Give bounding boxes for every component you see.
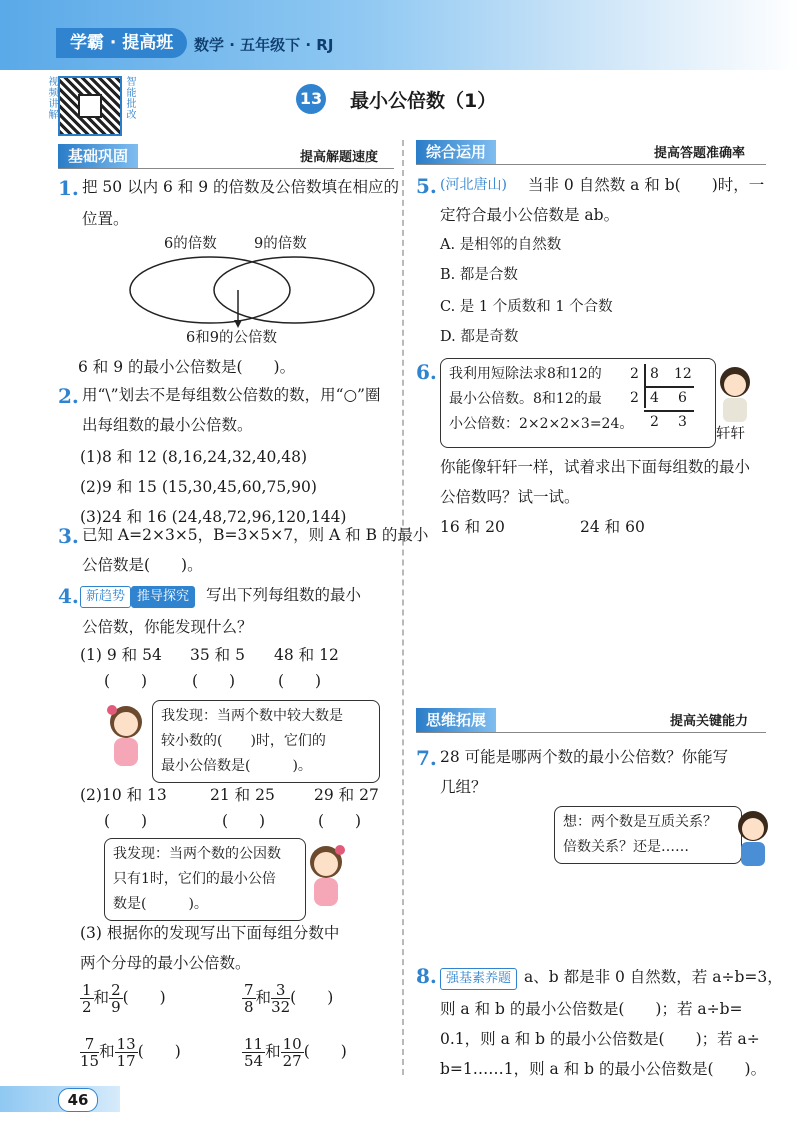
div-d2: 2 xyxy=(630,390,639,406)
q4-row1-c: 48 和 12 xyxy=(274,646,339,664)
venn-label-6: 6的倍数 xyxy=(164,236,217,252)
fraction-pair-4 xyxy=(242,1036,347,1069)
q4-row1-b: 35 和 5 xyxy=(190,646,245,664)
frac4-blank[interactable]: ( ) xyxy=(303,1042,347,1061)
q4-row2-blank-b[interactable]: ( ) xyxy=(222,812,266,830)
frac1-b-den: 9 xyxy=(111,998,121,1016)
section-basic-title: 基础巩固 xyxy=(58,144,138,168)
fraction-pair-1 xyxy=(80,982,166,1015)
question-1-answer[interactable]: 6 和 9 的最小公倍数是( )。 xyxy=(78,358,296,376)
q4-part3-line2: 两个分母的最小公倍数。 xyxy=(80,954,251,972)
frac4-b-den: 27 xyxy=(282,1052,302,1070)
tag-new-trend: 新趋势 xyxy=(80,586,131,608)
question-2-line2: 出每组数的最小公倍数。 xyxy=(82,416,253,434)
bubble2-line2: 只有1时，它们的最小公倍 xyxy=(113,871,276,887)
bubble1-line3[interactable]: 最小公倍数是( )。 xyxy=(161,758,312,774)
frac4-a-num: 11 xyxy=(244,1035,264,1053)
character-name: 轩轩 xyxy=(716,426,745,442)
question-2-line1: 用“\”划去不是每组数公倍数的数，用“○”圈 xyxy=(82,386,381,404)
question-4-line1: 写出下列每组数的最小 xyxy=(206,586,362,604)
question-2-number: 2. xyxy=(58,384,79,408)
section-extend-rule xyxy=(416,732,766,733)
bubble1-line1: 我发现：当两个数中较大数是 xyxy=(161,708,343,724)
question-2-item-3[interactable]: (3)24 和 16 (24,48,72,96,120,144) xyxy=(80,508,347,526)
q4-bubble-1 xyxy=(152,700,380,783)
section-apply-rule xyxy=(416,164,766,165)
question-6-line2: 公倍数吗？试一试。 xyxy=(440,488,580,506)
subject-label: 数学 · 五年级下 · RJ xyxy=(194,36,334,54)
div-b3: 3 xyxy=(678,414,687,430)
q6-bubble-line2: 最小公倍数。8和12的最 xyxy=(449,391,602,407)
question-6-number: 6. xyxy=(416,360,437,384)
frac2-a-num: 7 xyxy=(244,981,254,999)
question-1-line2: 位置。 xyxy=(82,210,129,228)
div-b1: 12 xyxy=(674,366,692,382)
frac3-a-den: 15 xyxy=(80,1052,100,1070)
frac1-blank[interactable]: ( ) xyxy=(122,988,166,1007)
div-d1: 2 xyxy=(630,366,639,382)
q4-row1-blank-c[interactable]: ( ) xyxy=(278,672,322,690)
section-apply-subtitle: 提高答题准确率 xyxy=(654,146,746,161)
fraction-pair-3 xyxy=(80,1036,181,1069)
frac4-a-den: 54 xyxy=(244,1052,264,1070)
q4-bubble-2 xyxy=(104,838,306,921)
question-2-item-2[interactable]: (2)9 和 15 (15,30,45,60,75,90) xyxy=(80,478,317,496)
section-basic-subtitle: 提高解题速度 xyxy=(300,150,379,165)
frac3-b-den: 17 xyxy=(116,1052,136,1070)
question-3-number: 3. xyxy=(58,524,79,548)
question-2-item-1[interactable]: (1)8 和 12 (8,16,24,32,40,48) xyxy=(80,448,308,466)
question-4-line2: 公倍数，你能发现什么？ xyxy=(82,618,253,636)
q4-row2-blank-a[interactable]: ( ) xyxy=(104,812,148,830)
frac2-blank[interactable]: ( ) xyxy=(290,988,334,1007)
q6-bubble-line1: 我利用短除法求8和12的 xyxy=(449,366,602,382)
venn-diagram[interactable] xyxy=(128,250,378,330)
q7-bubble-line2: 倍数关系？还是…… xyxy=(563,839,689,855)
frac3-blank[interactable]: ( ) xyxy=(137,1042,181,1061)
option-d[interactable]: D. 都是奇数 xyxy=(440,329,519,345)
q7-bubble-line1: 想：两个数是互质关系？ xyxy=(563,814,717,830)
question-7-line1: 28 可能是哪两个数的最小公倍数？你能写 xyxy=(440,748,729,766)
and-2: 和 xyxy=(255,988,272,1007)
option-c[interactable]: C. 是 1 个质数和 1 个合数 xyxy=(440,299,613,315)
brand-label: 学霸 · 提高班 xyxy=(56,28,187,58)
qr-left-label: 视频讲解 xyxy=(46,76,57,120)
question-1-line1: 把 50 以内 6 和 9 的倍数及公倍数填在相应的 xyxy=(82,178,400,196)
q4-row1-a: (1) 9 和 54 xyxy=(80,646,162,664)
question-3-line2[interactable]: 公倍数是( )。 xyxy=(82,556,203,574)
question-5-line1[interactable]: 当非 0 自然数 a 和 b( )时，一 xyxy=(528,176,765,194)
question-3-line1: 已知 A=2×3×5，B=3×5×7，则 A 和 B 的最小 xyxy=(82,526,429,544)
question-8-line2[interactable]: 则 a 和 b 的最小公倍数是( )；若 a÷b= xyxy=(440,1000,743,1018)
frac1-b-num: 2 xyxy=(111,981,121,999)
section-apply-title: 综合运用 xyxy=(416,140,496,164)
boy-avatar-icon-2 xyxy=(730,806,776,868)
section-basic-rule xyxy=(58,168,394,169)
question-6-line1: 你能像轩轩一样，试着求出下面每组数的最小 xyxy=(440,458,751,476)
frac3-b-num: 13 xyxy=(116,1035,136,1053)
bubble2-line1: 我发现：当两个数的公因数 xyxy=(113,846,281,862)
q4-part3-line1: (3) 根据你的发现写出下面每组分数中 xyxy=(80,924,340,942)
fraction-pair-2 xyxy=(242,982,333,1015)
q6-pair-2: 24 和 60 xyxy=(580,518,645,536)
venn-label-common: 6和9的公倍数 xyxy=(186,330,277,346)
lesson-number: 13 xyxy=(296,84,326,114)
tag-derivation: 推导探究 xyxy=(131,586,195,608)
qr-center xyxy=(78,94,102,118)
frac1-a-num: 1 xyxy=(82,981,92,999)
question-8-line1: a、b 都是非 0 自然数，若 a÷b=3， xyxy=(524,968,783,986)
and-4: 和 xyxy=(265,1042,281,1061)
page-number: 46 xyxy=(58,1088,98,1112)
question-5-line2: 定符合最小公倍数是 ab。 xyxy=(440,206,620,224)
question-5-number: 5. xyxy=(416,174,437,198)
girl-avatar-icon xyxy=(100,700,152,770)
q4-row2-a: (2)10 和 13 xyxy=(80,786,167,804)
section-extend-title: 思维拓展 xyxy=(416,708,496,732)
frac4-b-num: 10 xyxy=(282,1035,302,1053)
question-7-line2: 几组？ xyxy=(440,778,487,796)
q4-row2-blank-c[interactable]: ( ) xyxy=(318,812,362,830)
div-a1: 8 xyxy=(650,366,659,382)
and-3: 和 xyxy=(99,1042,115,1061)
q4-row1-blank-a[interactable]: ( ) xyxy=(104,672,148,690)
frac2-b-den: 32 xyxy=(271,998,291,1016)
question-8-line4[interactable]: b=1……1，则 a 和 b 的最小公倍数是( )。 xyxy=(440,1060,767,1078)
frac1-a-den: 2 xyxy=(82,998,92,1016)
question-5-region: (河北唐山) xyxy=(440,177,507,193)
section-extend-subtitle: 提高关键能力 xyxy=(670,714,749,729)
option-b[interactable]: B. 都是合数 xyxy=(440,267,518,283)
question-7-number: 7. xyxy=(416,746,437,770)
frac2-b-num: 3 xyxy=(271,982,290,999)
frac2-a-den: 8 xyxy=(244,998,254,1016)
column-divider xyxy=(402,140,404,1075)
boy-avatar-icon xyxy=(712,362,758,424)
short-division xyxy=(630,362,696,434)
q6-pair-1: 16 和 20 xyxy=(440,518,505,536)
tag-strong-basis: 强基素养题 xyxy=(440,968,517,990)
bubble1-line2[interactable]: 较小数的( )时，它们的 xyxy=(161,733,326,749)
q7-bubble xyxy=(554,806,742,864)
frac3-a-num: 7 xyxy=(80,1036,99,1053)
lesson-title: 最小公倍数（1） xyxy=(350,90,497,112)
bubble2-line3[interactable]: 数是( )。 xyxy=(113,896,208,912)
option-a[interactable]: A. 是相邻的自然数 xyxy=(440,237,562,253)
q4-row2-b: 21 和 25 xyxy=(210,786,275,804)
girl-avatar-icon-2 xyxy=(300,840,352,910)
question-8-line3[interactable]: 0.1，则 a 和 b 的最小公倍数是( )；若 a÷ xyxy=(440,1030,760,1048)
q6-bubble-line3: 小公倍数：2×2×2×3=24。 xyxy=(449,416,634,432)
and-1: 和 xyxy=(93,988,110,1007)
div-a2: 4 xyxy=(650,390,659,406)
qr-right-label: 智能批改 xyxy=(124,76,135,120)
q4-row2-c: 29 和 27 xyxy=(314,786,379,804)
question-8-number: 8. xyxy=(416,964,437,988)
div-a3: 2 xyxy=(650,414,659,430)
q4-row1-blank-b[interactable]: ( ) xyxy=(192,672,236,690)
div-b2: 6 xyxy=(678,390,687,406)
question-1-number: 1. xyxy=(58,176,79,200)
question-4-number: 4. xyxy=(58,584,79,608)
venn-label-9: 9的倍数 xyxy=(254,236,307,252)
